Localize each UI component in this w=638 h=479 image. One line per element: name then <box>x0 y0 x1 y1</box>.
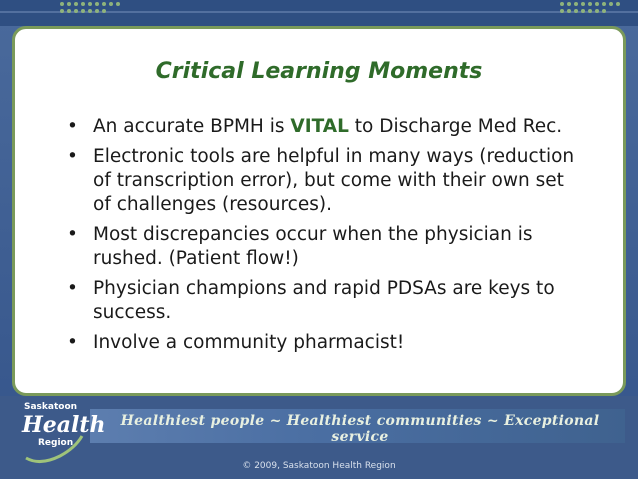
logo-top-text: Saskatoon <box>24 402 78 412</box>
content-panel <box>12 26 626 396</box>
decorative-dots-right <box>560 2 620 13</box>
bullet-item: • Physician champions and rapid PDSAs are keys to success. <box>67 277 587 325</box>
logo-bottom-text: Region <box>38 438 74 448</box>
decorative-dots-left <box>60 2 120 13</box>
bullet-list <box>67 115 587 361</box>
slide-title: Critical Learning Moments <box>155 59 483 84</box>
saskatoon-health-region-logo <box>20 398 106 470</box>
bullet-text: An accurate BPMH is <box>93 116 291 137</box>
copyright-text: © 2009, Saskatoon Health Region <box>242 461 396 471</box>
logo-main-text: Health <box>22 412 106 438</box>
bullet-text: to Discharge Med Rec. <box>348 116 563 137</box>
bullet-item: • Electronic tools are helpful in many ways (reduction of transcription error), but come with their own set of challenges (resources). <box>67 145 587 217</box>
bullet-item: • Most discrepancies occur when the physician is rushed. (Patient flow!) <box>67 223 587 271</box>
bullet-item <box>67 115 587 139</box>
bullet-emphasis: VITAL <box>290 116 349 137</box>
tagline-text: Healthiest people ~ Healthiest communities ~ Exceptional service <box>120 413 600 445</box>
bullet-item: • Involve a community pharmacist! <box>67 331 587 355</box>
